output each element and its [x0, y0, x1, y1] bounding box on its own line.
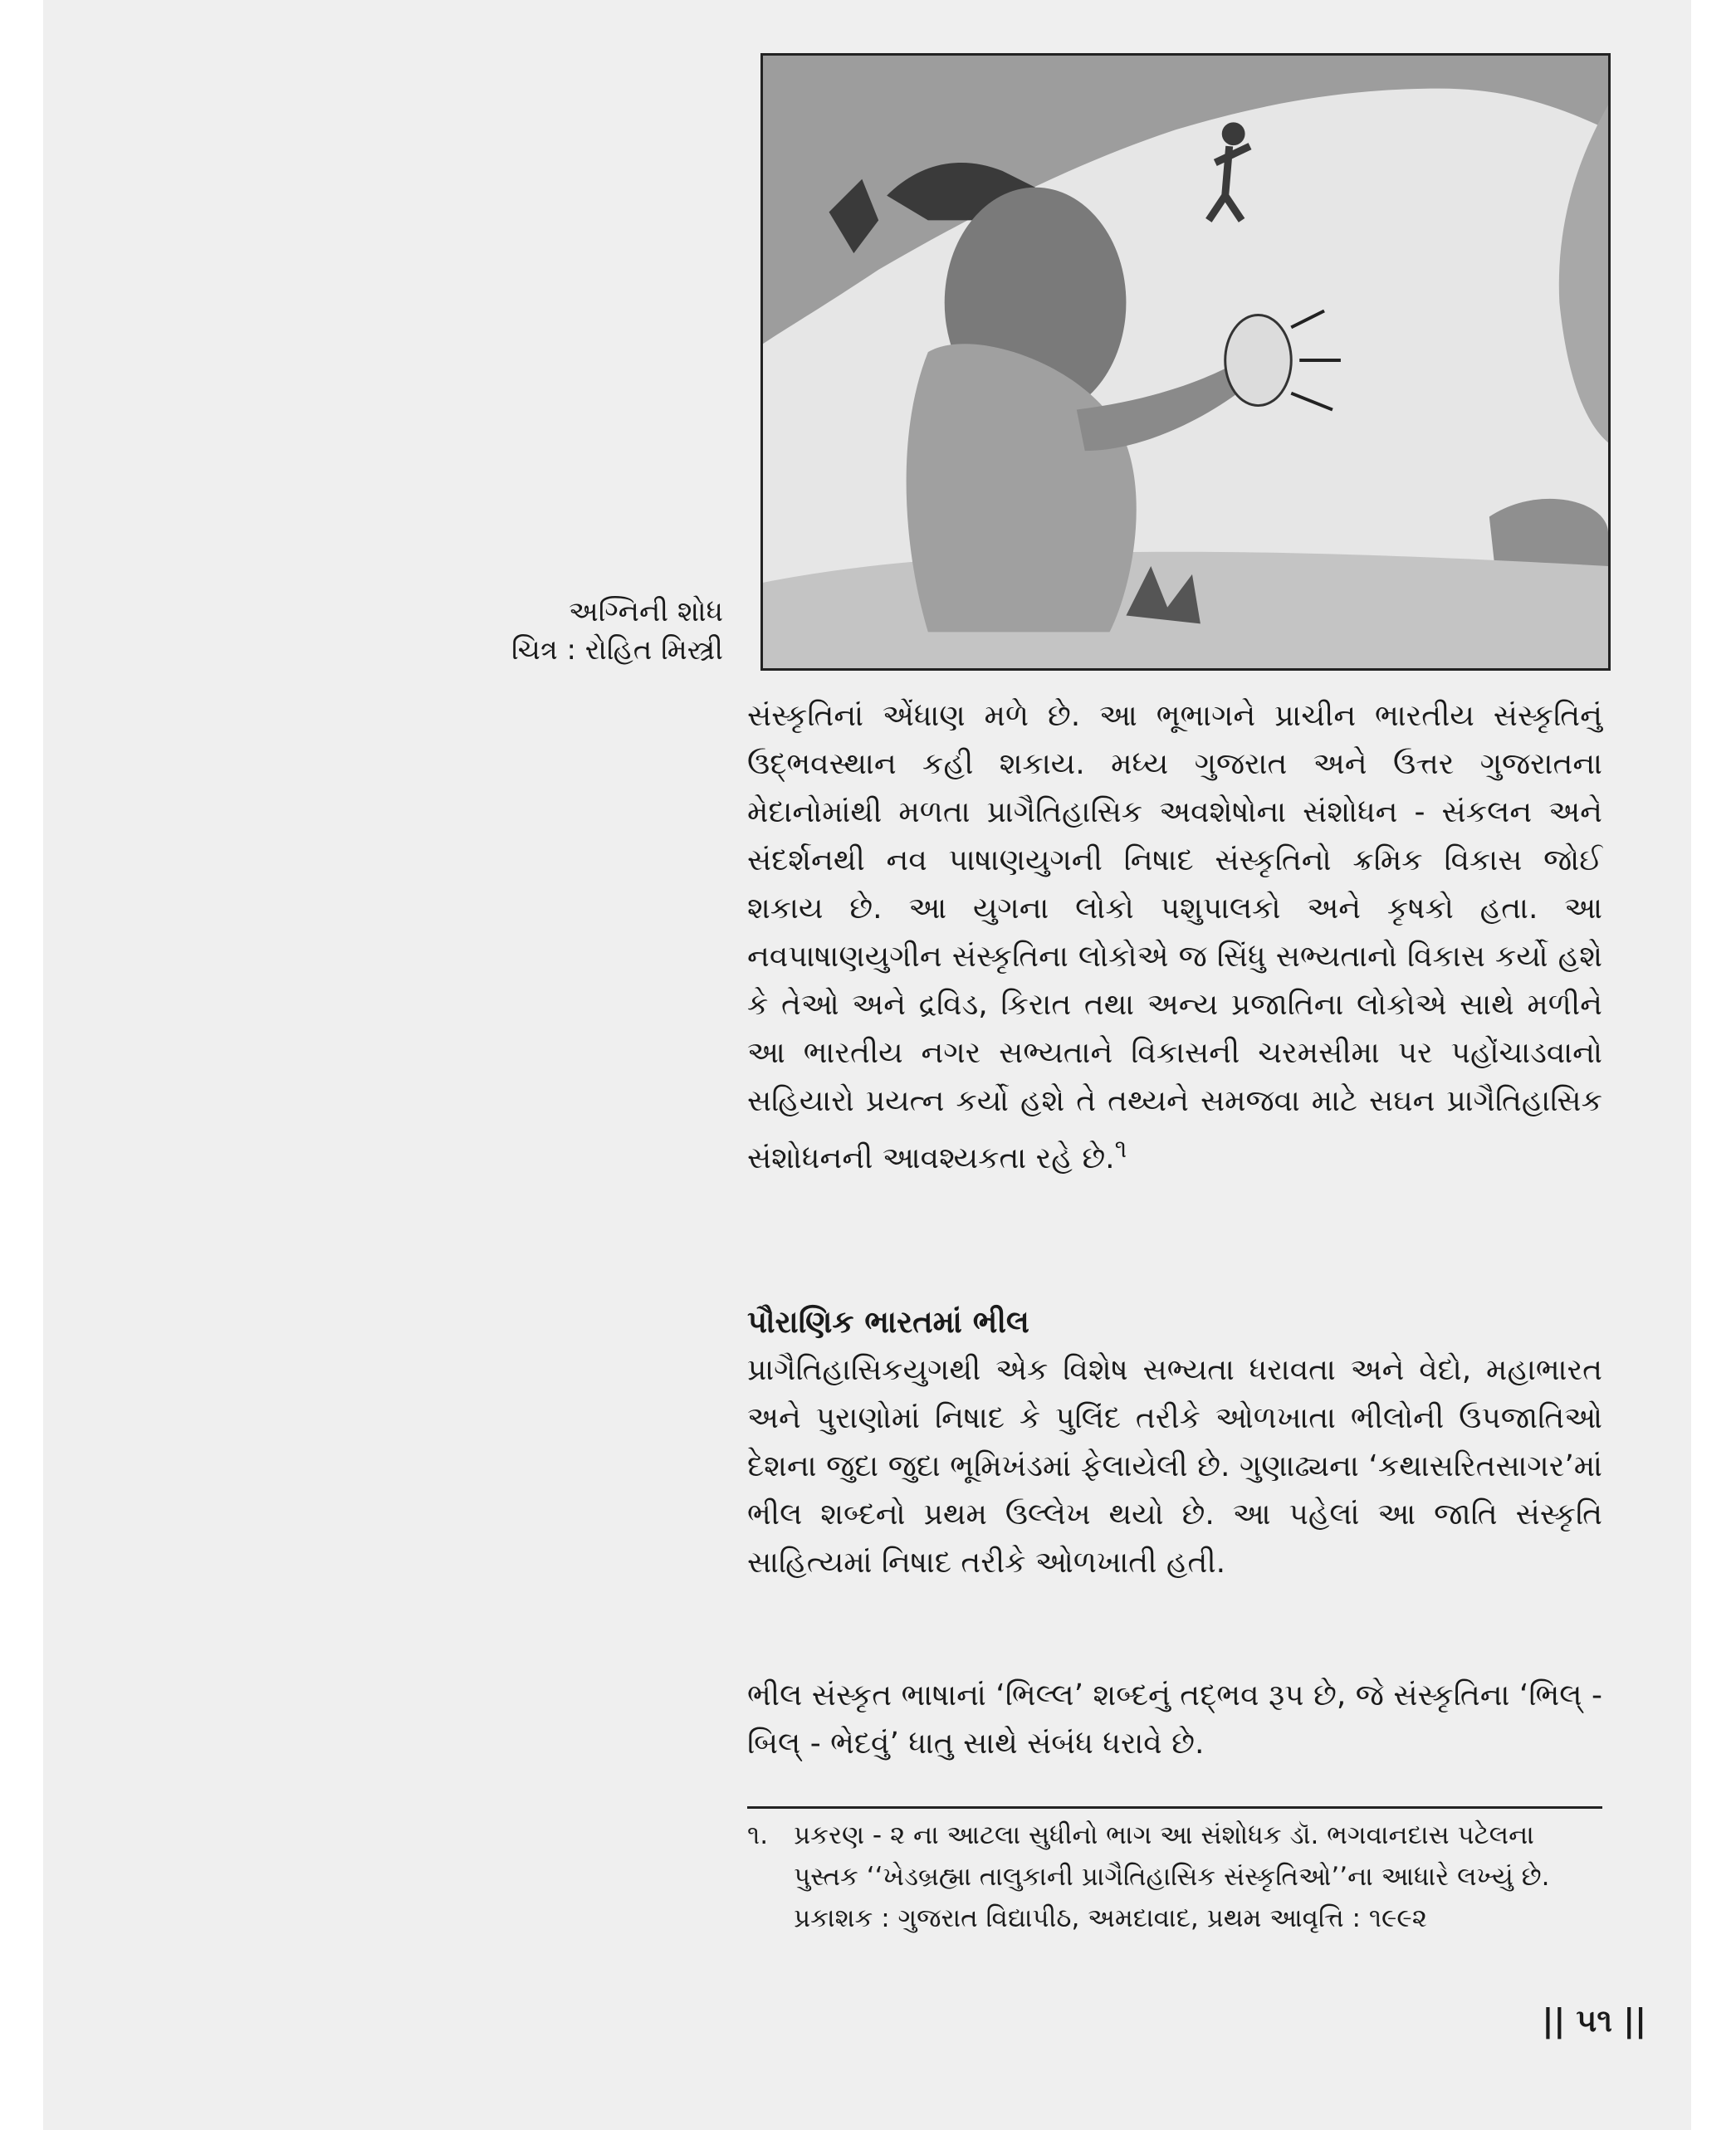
caption-credit: ચિત્ર : રોહિત મિસ્ત્રી [511, 633, 723, 667]
caption-title: અગ્નિની શોધ [568, 595, 723, 628]
section-heading: પૌરાણિક ભારતમાં ભીલ [747, 1304, 1029, 1340]
paragraph-2 [747, 1346, 1602, 1587]
paragraph-1-text: સંસ્કૃતિનાં એંધાણ મળે છે. આ ભૂભાગને પ્રાચીન ભારતીય સંસ્કૃતિનું ઉદ્ભવસ્થાન કહી શકાય. મધ્ય ગુજરાત અને ઉત્તર ગુજરાતના મેદાનોમાંથી મળતા પ્રાગૈતિહાસિક અવશેષોના સંશોધન - સંકલન અને સંદર્શનથી નવ પાષાણયુગની નિષાદ સંસ્કૃતિનો ક્રમિક વિકાસ જોઈ શકાય છે. આ યુગના લોકો પશુપાલકો અને કૃષકો હતા. આ નવપાષાણયુગીન સંસ્કૃતિના લોકોએ જ સિંધુ સભ્યતાનો વિકાસ કર્યો હશે કે તેઓ અને દ્રવિડ, કિરાત તથા અન્ય પ્રજાતિના લોકોએ સાથે મળીને આ ભારતીય નગર સભ્યતાને વિકાસની ચરમસીમા પર પહોંચાડવાનો સહિયારો પ્રયત્ન કર્યો હશે તે તથ્યને સમજવા માટે સઘન પ્રાગૈતિહાસિક સંશોધનની આવશ્યકતા રહે છે. [747, 699, 1602, 1175]
footnote [747, 1815, 1602, 1939]
paragraph-1 [747, 692, 1602, 1183]
cave-illustration [760, 53, 1611, 671]
figure-caption [511, 593, 723, 669]
paragraph-2-text: પ્રાગૈતિહાસિકયુગથી એક વિશેષ સભ્યતા ધરાવતા અને વેદો, મહાભારત અને પુરાણોમાં નિષાદ કે પુલિંદ તરીકે ઓળખાતા ભીલોની ઉપજાતિઓ દેશના જુદા જુદા ભૂમિખંડમાં ફેલાયેલી છે. ગુણાઢ્યના ‘કથાસરિતસાગર’માં ભીલ શબ્દનો પ્રથમ ઉલ્લેખ થયો છે. આ પહેલાં આ જાતિ સંસ્કૃતિ સાહિત્યમાં નિષાદ તરીકે ઓળખાતી હતી. [747, 1353, 1602, 1580]
paragraph-3-text: ભીલ સંસ્કૃત ભાષાનાં ‘ભિલ્લ’ શબ્દનું તદ્ભવ રૂપ છે, જે સંસ્કૃતિના ‘ભિલ્ - બિલ્ - ભેદવું’ ધાતુ સાથે સંબંધ ધરાવે છે. [747, 1678, 1602, 1761]
footnote-number: ૧. [747, 1820, 769, 1850]
page-number: || ૫૧ || [1542, 2002, 1646, 2039]
paragraph-3 [747, 1672, 1602, 1768]
footnote-line-1: પ્રકરણ - ૨ ના આટલા સુધીનો ભાગ આ સંશોધક ડૉ. ભગવાનદાસ પટેલના [794, 1820, 1534, 1850]
footnote-line-2: પુસ્તક ‘‘ખેડબ્રહ્મા તાલુકાની પ્રાગૈતિહાસિક સંસ્કૃતિઓ’’ના આધારે લખ્યું છે. [794, 1862, 1550, 1892]
footnote-divider [747, 1806, 1602, 1809]
footnote-line-3: પ્રકાશક : ગુજરાત વિદ્યાપીઠ, અમદાવાદ, પ્રથમ આવૃત્તિ : ૧૯૯૨ [794, 1903, 1427, 1933]
footnote-marker[interactable]: ૧ [1114, 1135, 1127, 1164]
